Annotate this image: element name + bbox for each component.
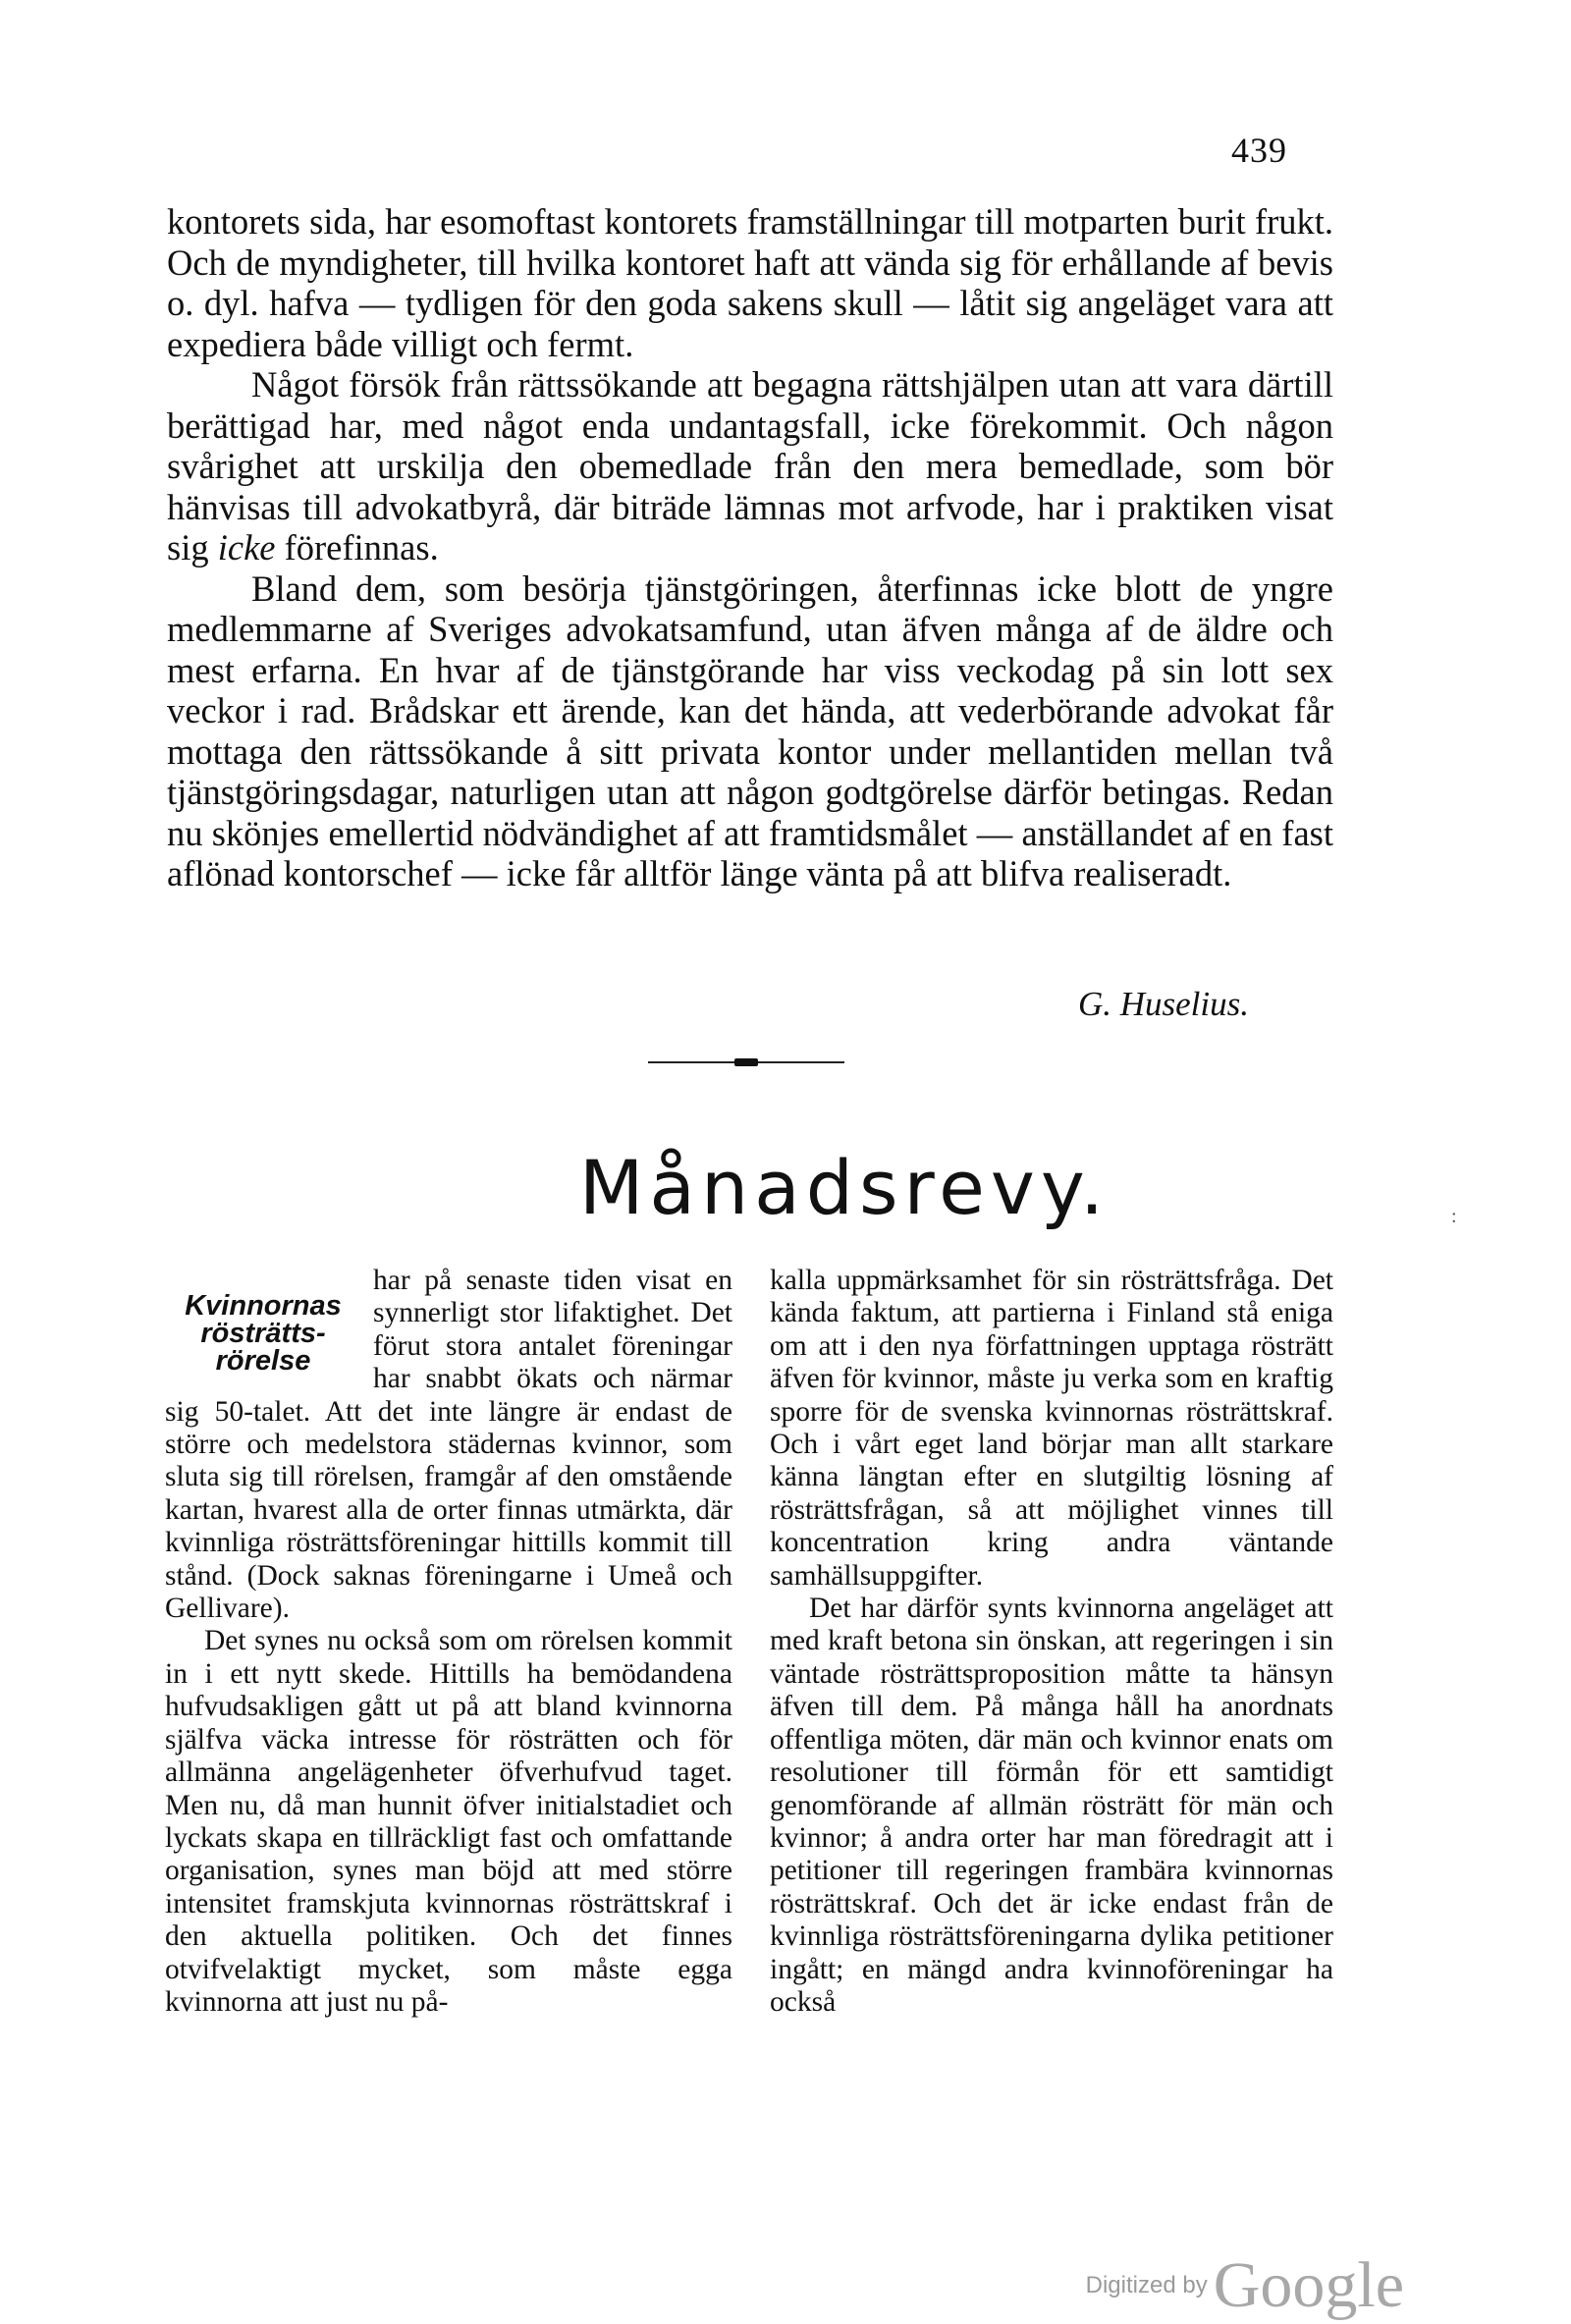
paragraph-3: Bland dem, som besörja tjänstgöringen, återfinnas icke blott de yngre medlemmarne af Sveriges advokatsamfund, utan äfven många af de äldre och mest erfarna. En hvar af de tjänstgörande har viss veckodag på sin lott sex veckor i rad. Brådskar ett ärende, kan det hända, att vederbörande advokat får mottaga den rättssökande å sitt privata kontor under mellantiden mellan två tjänstgöringsdagar, naturligen utan att någon godtgörelse därför betingas. Redan nu skönjes emellertid nödvändighet af att framtidsmålet — anställandet af en fast aflönad kontorschef — icke får alltför länge vänta på att blifva realiseradt.: [167, 567, 1333, 893]
stray-mark: :: [1451, 1206, 1457, 1227]
article-continuation: [167, 201, 1333, 894]
google-logo: Google: [1213, 2249, 1404, 2321]
right-paragraph-2: Det har därför synts kvinnorna angeläget att med kraft betona sin önskan, att regeringen i sin väntade rösträttsproposition måtte ta hänsyn äfven till dem. På många håll ha anordnats offentliga möten, där män och kvinnor enats om resolutioner till förmån för ett samtidigt genomförande af allmän rösträtt för män och kvinnor; å andra orter har man föredragit att i petitioner till regeringen frambära kvinnornas rösträttskraf. Och det är icke endast från de kvinnliga rösträttsföreningarna dylika petitioner ingått; en mängd andra kvinnoföreningar ha också: [770, 1593, 1333, 2018]
paragraph-2: [167, 364, 1333, 568]
left-paragraph-1: har på senaste tiden visat en synnerligt stor lifaktighet. Det förut stora antalet föreningar har snabbt ökats och närmar sig 50-talet. Att det inte längre är endast de större och medelstora städernas kvinnor, som sluta sig till rörelsen, framgår af den omstående kartan, hvarest alla de orter finnas utmärkta, där kvinnliga rösträttsföreningar hittills kommit till stånd. (Dock saknas föreningarne i Umeå och Gellivare).: [165, 1265, 732, 1625]
emphasis-word: icke: [217, 527, 276, 567]
section-title: Månadsrevy.: [578, 1144, 1111, 1231]
page-number: 439: [1231, 131, 1287, 170]
paragraph-2-tail: förefinnas.: [275, 527, 439, 567]
author-signature: G. Huselius.: [1077, 985, 1249, 1023]
paragraph-1: kontorets sida, har esomoftast kontorets framställningar till motparten burit frukt. Och de myndigheter, till hvilka kontoret haft att vända sig för erhållande af bevis o. dyl. hafva — tydligen för den goda sakens skull — låtit sig angeläget vara att expediera både villigt och fermt.: [167, 201, 1333, 364]
marginal-heading: Kvinnornas rösträtts-rörelse: [185, 1290, 342, 1377]
left-column: [165, 1265, 732, 2019]
watermark-prefix: Digitized by: [1085, 2272, 1208, 2298]
right-column: [770, 1265, 1333, 2019]
digitized-watermark: [1086, 2248, 1404, 2323]
left-paragraph-2: Det synes nu också som om rörelsen kommit in i ett nytt skede. Hittills ha bemödandena hufvudsakligen gått ut på att bland kvinnorna själfva väcka intresse för rösträtten och för allmänna angelägenheter öfverhufvud taget. Men nu, då man hunnit öfver initialstadiet och lyckats skapa en tillräckligt fast och omfattande organisation, synes man böjd att med större intensitet framskjuta kvinnornas rösträttskraf i den aktuella politiken. Och det finnes otvifvelaktigt mycket, som måste egga kvinnorna att just nu på-: [165, 1625, 732, 2018]
right-paragraph-1: kalla uppmärksamhet för sin rösträttsfråga. Det kända faktum, att partierna i Finland stå eniga om att i den nya författningen upptaga rösträtt äfven för kvinnor, måste ju verka som en kraftig sporre för de svenska kvinnornas rösträttskraf. Och i vårt eget land börjar man allt starkare känna längtan efter en slutgiltig lösning af rösträttsfrågan, så att möjlighet vinnes till koncentration kring andra väntande samhällsuppgifter.: [770, 1265, 1333, 1592]
paragraph-2-text: Något försök från rättssökande att begagna rättshjälpen utan att vara därtill berättigad har, med något enda undantagsfall, icke förekommit. Och någon svårighet att urskilja den obemedlade från den mera bemedlade, som bör hänvisas till advokatbyrå, där biträde lämnas mot arfvode, har i praktiken visat sig: [167, 364, 1333, 567]
section-divider-ornament: [648, 1056, 844, 1068]
divider-dot: [734, 1058, 758, 1066]
